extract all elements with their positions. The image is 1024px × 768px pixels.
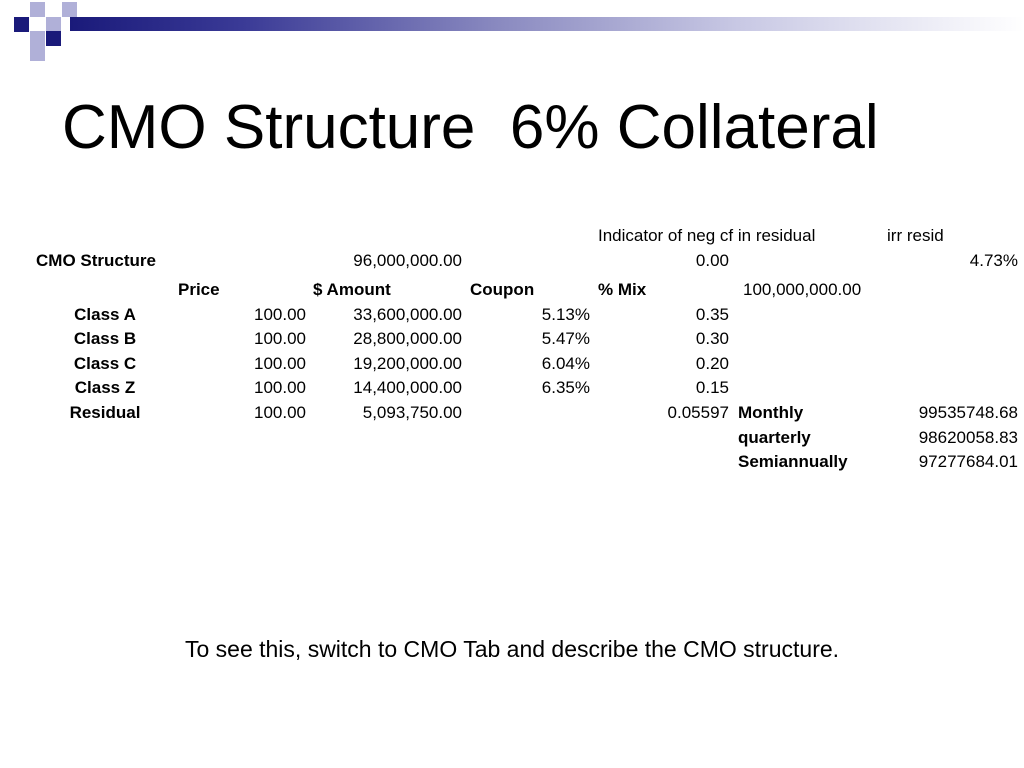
row-coupon: 5.47% bbox=[541, 329, 590, 348]
row-mix: 0.35 bbox=[695, 305, 729, 324]
row-coupon: 6.35% bbox=[541, 378, 590, 397]
freq-label: Monthly bbox=[738, 403, 804, 422]
row-coupon: 5.13% bbox=[541, 305, 590, 324]
row-label: Class A bbox=[74, 305, 136, 324]
slide-footnote: To see this, switch to CMO Tab and describe the CMO structure. bbox=[184, 636, 840, 662]
header-irr: irr resid bbox=[887, 226, 944, 245]
header-gradient-bar bbox=[70, 17, 1024, 31]
total-amount: 100,000,000.00 bbox=[743, 280, 862, 299]
row-price: 100.00 bbox=[254, 378, 306, 397]
deco-square bbox=[30, 2, 45, 17]
column-header-amount: $ Amount bbox=[313, 280, 391, 299]
row-amount: 14,400,000.00 bbox=[353, 378, 462, 397]
deco-square bbox=[46, 31, 61, 46]
column-header-mix: % Mix bbox=[598, 280, 647, 299]
row-price: 100.00 bbox=[254, 403, 306, 422]
freq-value: 97277684.01 bbox=[918, 452, 1018, 471]
row-amount: 28,800,000.00 bbox=[353, 329, 462, 348]
row-mix: 0.20 bbox=[695, 354, 729, 373]
cmo-indicator: 0.00 bbox=[695, 251, 729, 270]
deco-square bbox=[62, 2, 77, 17]
row-amount: 33,600,000.00 bbox=[353, 305, 462, 324]
row-coupon: 6.04% bbox=[541, 354, 590, 373]
row-mix: 0.30 bbox=[695, 329, 729, 348]
cmo-amount: 96,000,000.00 bbox=[353, 251, 462, 270]
row-amount: 5,093,750.00 bbox=[362, 403, 462, 422]
cmo-irr: 4.73% bbox=[969, 251, 1018, 270]
row-price: 100.00 bbox=[254, 305, 306, 324]
row-mix: 0.15 bbox=[695, 378, 729, 397]
deco-square bbox=[46, 17, 61, 32]
row-price: 100.00 bbox=[254, 354, 306, 373]
cmo-structure-label: CMO Structure bbox=[36, 251, 156, 270]
row-price: 100.00 bbox=[254, 329, 306, 348]
deco-square bbox=[30, 46, 45, 61]
freq-value: 99535748.68 bbox=[918, 403, 1018, 422]
row-label: Residual bbox=[69, 403, 141, 422]
row-amount: 19,200,000.00 bbox=[353, 354, 462, 373]
row-label: Class B bbox=[73, 329, 137, 348]
slide-title: CMO Structure 6% Collateral bbox=[62, 93, 879, 162]
row-mix: 0.05597 bbox=[667, 403, 729, 422]
deco-square bbox=[30, 31, 45, 46]
freq-value: 98620058.83 bbox=[918, 428, 1018, 447]
column-header-price: Price bbox=[178, 280, 220, 299]
deco-square bbox=[14, 17, 29, 32]
row-label: Class C bbox=[73, 354, 137, 373]
freq-label: quarterly bbox=[738, 428, 811, 447]
row-label: Class Z bbox=[74, 378, 136, 397]
column-header-coupon: Coupon bbox=[470, 280, 535, 299]
header-indicator: Indicator of neg cf in residual bbox=[598, 226, 816, 245]
freq-label: Semiannually bbox=[738, 452, 848, 471]
